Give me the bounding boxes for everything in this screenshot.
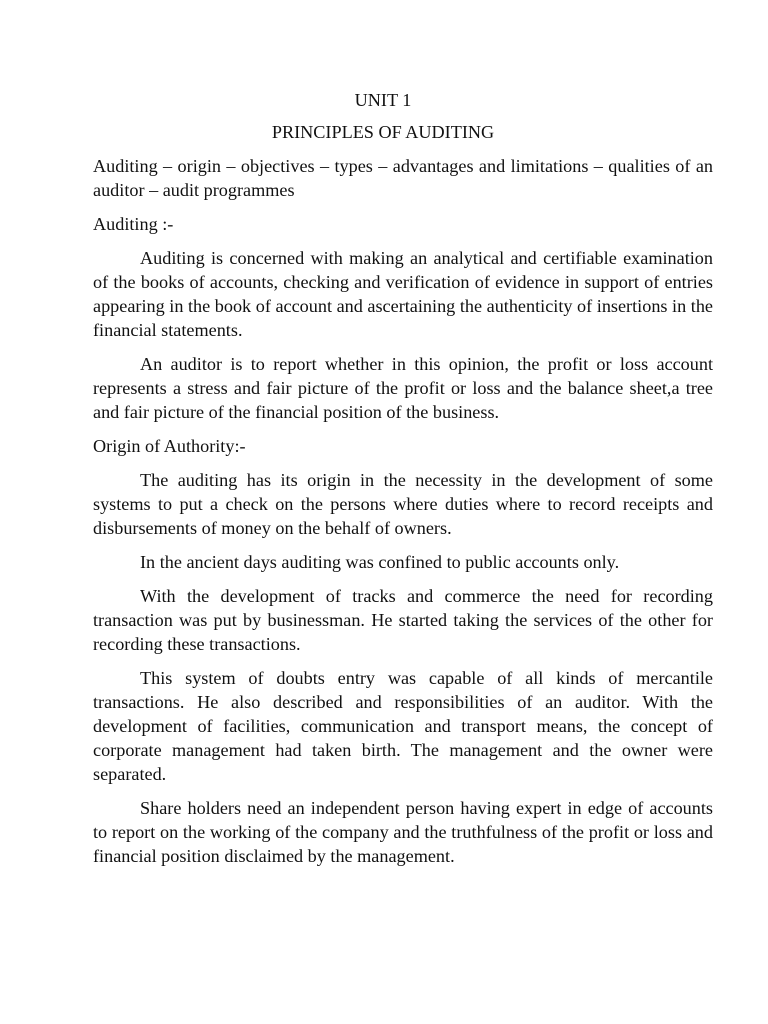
paragraph: An auditor is to report whether in this opinion, the profit or loss account represents a stress and fair picture of the profit or loss and the balance sheet,a tree and fair picture of the financial position of the business. bbox=[93, 354, 713, 422]
paragraph: With the development of tracks and commerce the need for recording transaction was put by businessman. He started taking the services of the other for recording these transactions. bbox=[93, 586, 713, 654]
topics-subtitle: Auditing – origin – objectives – types – advantages and limitations – qualities of an auditor – audit programmes bbox=[93, 156, 713, 200]
paragraph: Share holders need an independent person having expert in edge of accounts to report on the working of the company and the truthfulness of the profit or loss and financial position disclaimed by the management. bbox=[93, 798, 713, 866]
section-heading-origin: Origin of Authority:- bbox=[93, 436, 246, 456]
paragraph: This system of doubts entry was capable of all kinds of mercantile transactions. He also described and responsibilities of an auditor. With the development of facilities, communication and transport means, the concept of corporate management had taken birth. The management and the owner were separated. bbox=[93, 668, 713, 784]
paragraph: Auditing is concerned with making an analytical and certifiable examination of the books of accounts, checking and verification of evidence in support of entries appearing in the book of account and ascertaining the authenticity of insertions in the financial statements. bbox=[93, 248, 713, 340]
unit-label: UNIT 1 bbox=[354, 90, 412, 110]
section-heading-auditing: Auditing :- bbox=[93, 214, 174, 234]
paragraph: In the ancient days auditing was confined to public accounts only. bbox=[140, 552, 620, 572]
paragraph: The auditing has its origin in the necessity in the development of some systems to put a check on the persons where duties where to record receipts and disbursements of money on the behalf of owners. bbox=[93, 470, 713, 538]
chapter-title: PRINCIPLES OF AUDITING bbox=[271, 122, 495, 142]
document-page bbox=[93, 88, 713, 878]
